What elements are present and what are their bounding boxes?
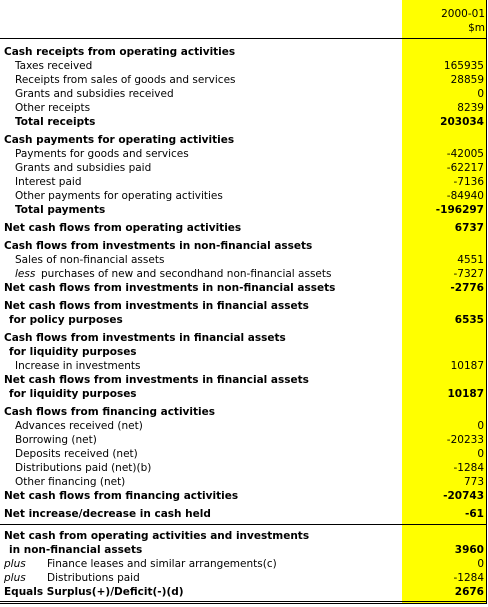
section-divider [0,524,487,525]
table-row [0,189,487,203]
row-value: 8239 [457,102,484,114]
row-value: 0 [477,448,484,460]
row-label: Deposits received (net) [15,448,138,460]
row-label: Grants and subsidies paid [15,162,152,174]
table-row [0,221,487,235]
table-row [0,101,487,115]
row-label: Cash payments for operating activities [4,134,235,146]
row-value: 203034 [440,116,484,128]
table-row [0,281,487,295]
row-value: -2776 [450,282,484,294]
table-row [0,571,487,585]
row-label: Net cash flows from financing activities [4,490,239,502]
row-label: Cash receipts from operating activities [4,46,236,58]
table-row [0,203,487,217]
table-row [0,331,487,345]
row-label: for liquidity purposes [9,346,137,358]
table-row [0,299,487,313]
row-value: 0 [477,420,484,432]
row-value: -42005 [446,148,484,160]
table-row [0,359,487,373]
row-value: -61 [465,508,484,520]
row-label: Net increase/decrease in cash held [4,508,211,520]
row-value: -84940 [446,190,484,202]
row-value: 10187 [450,360,484,372]
row-label: Net cash flows from investments in financial assets [4,300,309,312]
row-label: Finance leases and similar arrangements(c) [47,558,277,570]
table-row [0,405,487,419]
table-row [0,373,487,387]
table-row [0,313,487,327]
table-row [0,557,487,571]
row-label: Cash flows from investments in non-financial assets [4,240,313,252]
row-label: Advances received (net) [15,420,143,432]
row-label: purchases of new and secondhand non-financial assets [41,268,332,280]
row-value: 2676 [454,586,484,598]
row-prefix: less [15,268,36,280]
row-label: Net cash flows from investments in financial assets [4,374,309,386]
table-row [0,345,487,359]
table-row [0,461,487,475]
row-label: Borrowing (net) [15,434,97,446]
row-value: -1284 [453,462,484,474]
row-value: -7136 [453,176,484,188]
column-unit: $m [468,22,485,34]
row-label: Net cash flows from operating activities [4,222,242,234]
row-label: Distributions paid [47,572,140,584]
table-row [0,239,487,253]
row-value: 6737 [454,222,484,234]
table-row [0,175,487,189]
row-label: Payments for goods and services [15,148,189,160]
row-label: Total receipts [15,116,96,128]
row-label: Net cash flows from investments in non-financial assets [4,282,336,294]
table-row [0,529,487,543]
row-label: Distributions paid (net)(b) [15,462,152,474]
table-row [0,489,487,503]
row-label: Other financing (net) [15,476,126,488]
table-row [0,73,487,87]
row-value: 4551 [457,254,484,266]
row-value: 3960 [454,544,484,556]
table-row [0,585,487,599]
row-label: Receipts from sales of goods and services [15,74,236,86]
row-value: 0 [477,558,484,570]
row-value: -20233 [446,434,484,446]
row-value: 165935 [443,60,484,72]
row-value: 6535 [454,314,484,326]
row-label: Other payments for operating activities [15,190,223,202]
table-bottom-border [0,601,487,602]
table-row [0,419,487,433]
row-label: Interest paid [15,176,82,188]
table-row [0,447,487,461]
table-row [0,475,487,489]
row-value: -20743 [443,490,484,502]
header-bottom-border [0,38,487,39]
table-row [0,133,487,147]
row-label: for policy purposes [9,314,123,326]
row-label: Increase in investments [15,360,141,372]
row-value: -1284 [453,572,484,584]
table-row [0,59,487,73]
table-row [0,543,487,557]
row-label: for liquidity purposes [9,388,137,400]
row-value: 0 [477,88,484,100]
column-period: 2000-01 [441,8,485,20]
row-label: Taxes received [15,60,93,72]
row-value: 28859 [450,74,484,86]
table-row [0,87,487,101]
table-row [0,147,487,161]
row-prefix: plus [4,572,26,584]
table-row [0,115,487,129]
row-label: Other receipts [15,102,91,114]
table-row [0,387,487,401]
row-label: Cash flows from investments in financial assets [4,332,286,344]
table-row [0,267,487,281]
row-value: -7327 [453,268,484,280]
row-label: Grants and subsidies received [15,88,174,100]
row-label: in non-financial assets [9,544,143,556]
row-label: Cash flows from financing activities [4,406,215,418]
row-value: -62217 [446,162,484,174]
row-prefix: plus [4,558,26,570]
table-row [0,253,487,267]
table-bottom-border-2 [0,603,487,604]
table-row [0,45,487,59]
row-label: Equals Surplus(+)/Deficit(-)(d) [4,586,184,598]
row-value: -196297 [435,204,484,216]
row-label: Net cash from operating activities and investments [4,530,310,542]
row-label: Sales of non-financial assets [15,254,165,266]
row-value: 773 [463,476,484,488]
table-row [0,433,487,447]
row-label: Total payments [15,204,106,216]
table-row [0,507,487,521]
row-value: 10187 [447,388,484,400]
table-row [0,161,487,175]
